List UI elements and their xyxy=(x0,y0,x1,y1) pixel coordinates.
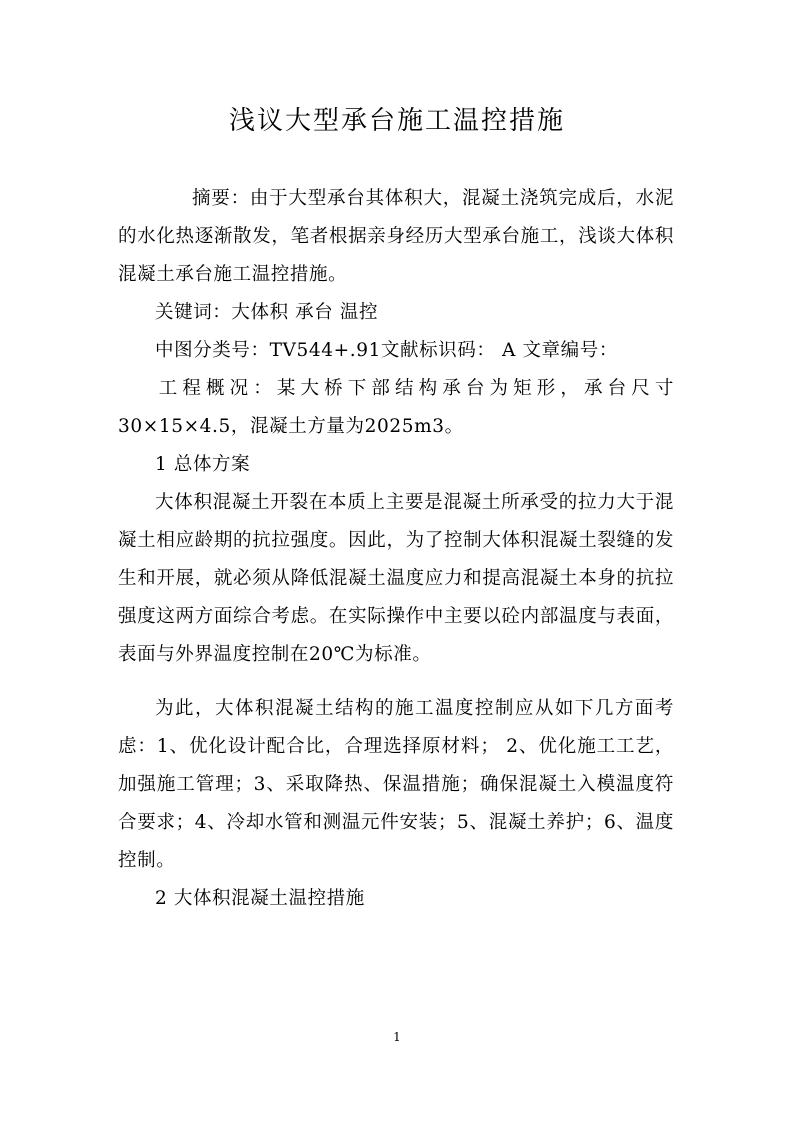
classification-line: 中图分类号：TV544+.91文献标识码： A 文章编号： xyxy=(155,340,618,361)
section-2-heading: 2 大体积混凝土温控措施 xyxy=(155,888,365,909)
section-1-heading: 1 总体方案 xyxy=(155,454,251,475)
document-title: 浅议大型承台施工温控措施 xyxy=(228,106,565,136)
page-number: 1 xyxy=(393,1030,401,1044)
project-overview-paragraph: 工程概况：某大桥下部结构承台为矩形，承台尺寸30×15×4.5，混凝土方量为2025m3。 xyxy=(118,378,674,437)
keywords-line: 关键词：大体积 承台 温控 xyxy=(155,302,379,323)
document-body xyxy=(118,180,674,918)
abstract-paragraph: 摘要：由于大型承台其体积大，混凝土浇筑完成后，水泥的水化热逐渐散发，笔者根据亲身经历大型承台施工，浅谈大体积混凝土承台施工温控措施。 xyxy=(118,188,674,285)
section-1-paragraph-1: 大体积混凝土开裂在本质上主要是混凝土所承受的拉力大于混凝土相应龄期的抗拉强度。因此，为了控制大体积混凝土裂缝的发生和开展，就必须从降低混凝土温度应力和提高混凝土本身的抗拉强度这两方面综合考虑。在实际操作中主要以砼内部温度与表面，表面与外界温度控制在20℃为标准。 xyxy=(118,492,674,665)
section-1-paragraph-2: 为此，大体积混凝土结构的施工温度控制应从如下几方面考虑：1、优化设计配合比，合理选择原材料； 2、优化施工工艺，加强施工管理；3、采取降热、保温措施；确保混凝土入模温度符合要求；4、冷却水管和测温元件安装；5、混凝土养护；6、温度控制。 xyxy=(118,698,674,871)
